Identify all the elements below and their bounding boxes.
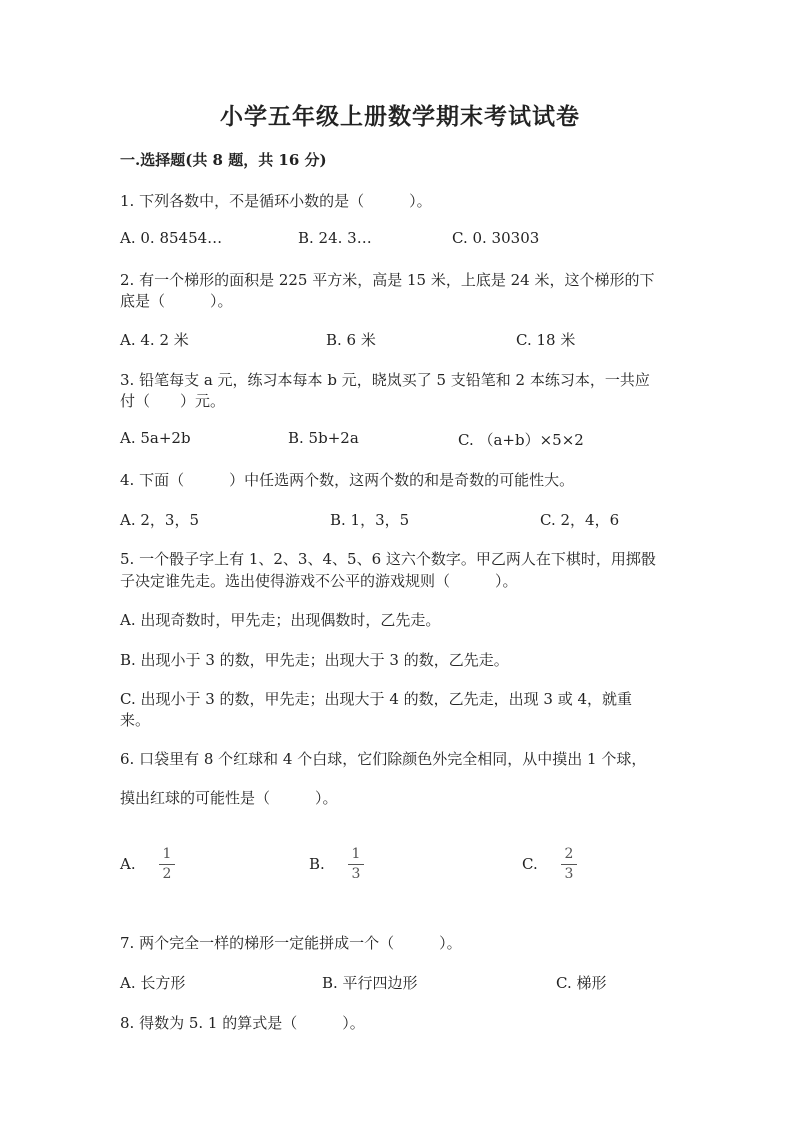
question-5-line-2: 子决定谁先走。选出使得游戏不公平的游戏规则（ ）。	[120, 572, 518, 590]
q6-option-a-label: A.	[120, 855, 136, 873]
q5-option-c-line-1: C. 出现小于 3 的数，甲先走；出现大于 4 的数，乙先走，出现 3 或 4，就重	[120, 690, 633, 708]
q4-option-a: A. 2，3，5	[120, 511, 199, 529]
question-6-line-2: 摸出红球的可能性是（ ）。	[120, 789, 338, 807]
q5-option-b: B. 出现小于 3 的数，甲先走；出现大于 3 的数，乙先走。	[120, 651, 509, 669]
section-heading: 一.选择题(共 8 题，共 16 分)	[120, 151, 327, 169]
q6-option-a-numerator: 1	[162, 846, 172, 862]
q1-option-c: C. 0. 30303	[452, 229, 540, 247]
page-title: 小学五年级上册数学期末考试试卷	[220, 103, 580, 130]
q2-option-b: B. 6 米	[326, 331, 376, 349]
question-6-line-1: 6. 口袋里有 8 个红球和 4 个白球，它们除颜色外完全相同，从中摸出 1 个球，	[120, 750, 647, 768]
question-1: 1. 下列各数中，不是循环小数的是（ ）。	[120, 192, 432, 210]
q7-option-c: C. 梯形	[556, 974, 607, 992]
q2-option-a: A. 4. 2 米	[120, 331, 189, 349]
question-4: 4. 下面（ ）中任选两个数，这两个数的和是奇数的可能性大。	[120, 471, 575, 489]
q3-option-b: B. 5b+2a	[288, 429, 359, 447]
q6-option-c-denominator: 3	[564, 866, 574, 882]
q7-option-a: A. 长方形	[120, 974, 186, 992]
q7-option-b: B. 平行四边形	[322, 974, 418, 992]
q6-option-b-denominator: 3	[351, 866, 361, 882]
question-3-line-1: 3. 铅笔每支 a 元，练习本每本 b 元，晓岚买了 5 支铅笔和 2 本练习本，一共应	[120, 371, 650, 389]
q6-option-c-label: C.	[522, 855, 538, 873]
q5-option-a: A. 出现奇数时，甲先走；出现偶数时，乙先走。	[120, 611, 441, 629]
q1-option-b: B. 24. 3…	[298, 229, 372, 247]
q1-option-a: A. 0. 85454…	[120, 229, 223, 247]
q6-option-b-fraction	[348, 847, 364, 882]
q4-option-b: B. 1，3，5	[330, 511, 410, 529]
q6-option-a-denominator: 2	[162, 866, 172, 882]
question-2-line-2: 底是（ ）。	[120, 292, 233, 310]
q6-option-b-label: B.	[309, 855, 325, 873]
q6-option-c-fraction	[561, 847, 577, 882]
fraction-bar	[561, 864, 577, 865]
q2-option-c: C. 18 米	[516, 331, 576, 349]
question-3-line-2: 付（ ）元。	[120, 392, 226, 410]
question-8: 8. 得数为 5. 1 的算式是（ ）。	[120, 1014, 365, 1032]
fraction-bar	[159, 864, 175, 865]
question-2-line-1: 2. 有一个梯形的面积是 225 平方米，高是 15 米，上底是 24 米，这个梯形的下	[120, 271, 655, 289]
question-5-line-1: 5. 一个骰子字上有 1、2、3、4、5、6 这六个数字。甲乙两人在下棋时，用掷骰	[120, 550, 656, 568]
q6-option-c-numerator: 2	[564, 846, 574, 862]
q3-option-a: A. 5a+2b	[120, 429, 191, 447]
q6-option-a-fraction	[159, 847, 175, 882]
q3-option-c: C. （a+b）×5×2	[458, 431, 584, 449]
q5-option-c-line-2: 来。	[120, 711, 151, 729]
question-7: 7. 两个完全一样的梯形一定能拼成一个（ ）。	[120, 934, 462, 952]
q6-option-b-numerator: 1	[351, 846, 361, 862]
q4-option-c: C. 2，4，6	[540, 511, 620, 529]
fraction-bar	[348, 864, 364, 865]
